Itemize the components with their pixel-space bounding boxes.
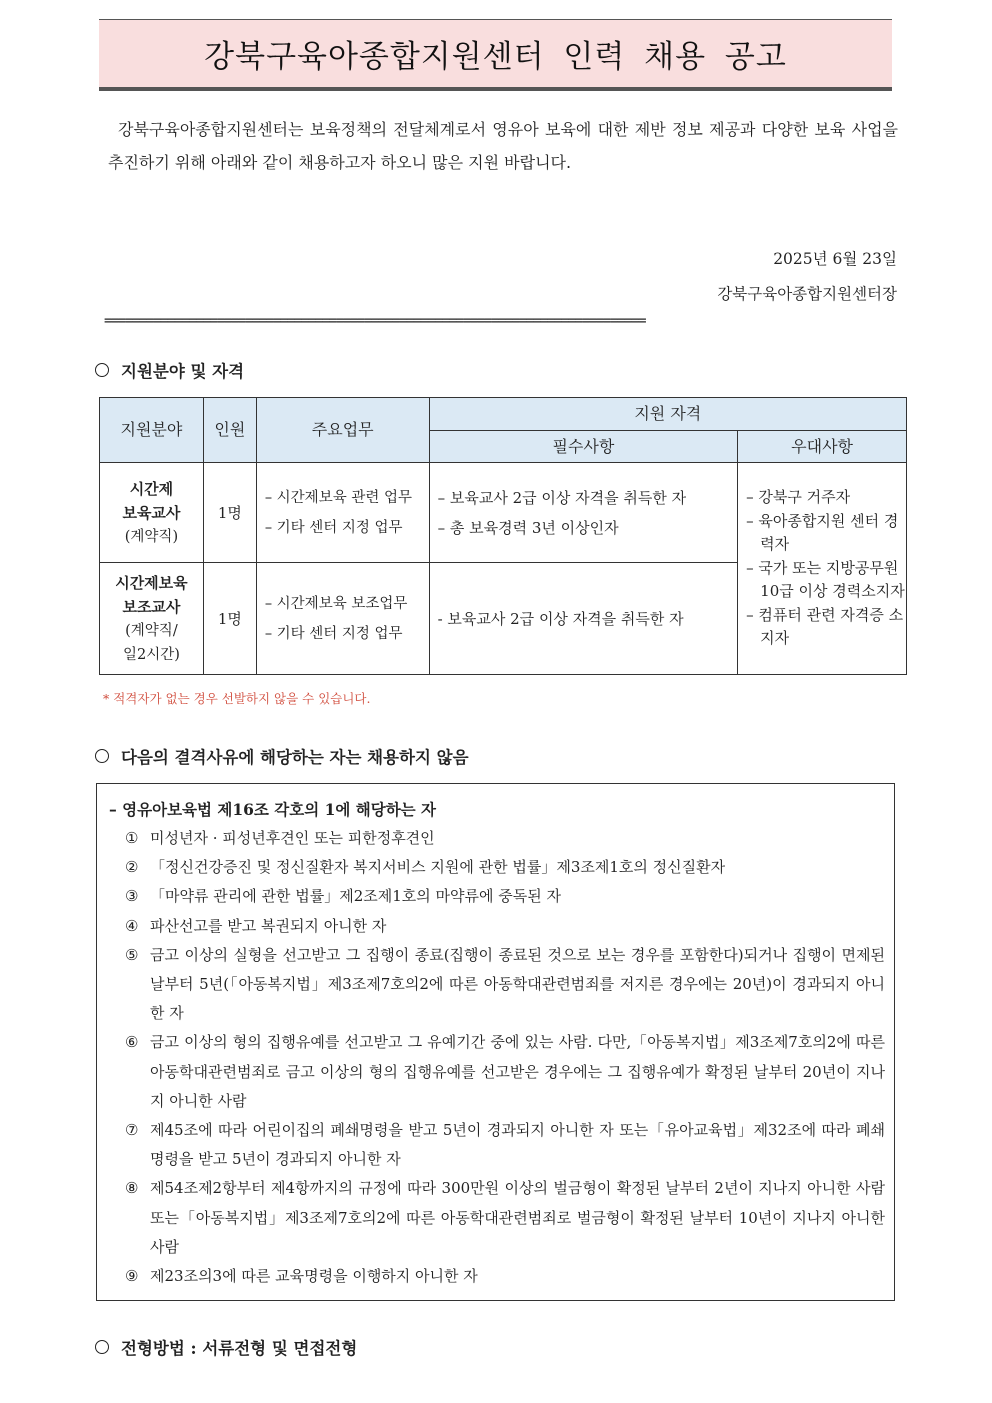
list-item [125, 1262, 885, 1291]
required-item: – 총 보육경력 3년 이상인자 [437, 518, 619, 537]
required-cell [429, 563, 738, 675]
list-item [125, 941, 885, 1029]
header-required: 필수사항 [429, 431, 738, 463]
list-item [125, 912, 885, 941]
list-item [125, 824, 885, 853]
item-text: 제23조의3에 따른 교육명령을 이행하지 아니한 자 [150, 1267, 478, 1286]
count-cell: 1명 [203, 463, 256, 563]
field-name-line: 보육교사 [122, 503, 181, 522]
header-count: 인원 [203, 398, 256, 463]
org-signature: 강북구육아종합지원센터장 [717, 285, 897, 303]
section-heading-disqualifications [95, 744, 469, 768]
field-sub: (계약직) [124, 528, 179, 545]
disqualification-list [125, 824, 885, 1291]
box-heading: – 영유아보육법 제16조 각호의 1에 해당하는 자 [109, 800, 437, 819]
section-heading-text: 지원분야 및 자격 [121, 362, 245, 381]
preferred-item: – 강북구 거주자 [746, 488, 851, 507]
item-number: ④ [125, 916, 139, 935]
item-number: ② [125, 858, 139, 877]
section-heading-text: 다음의 결격사유에 해당하는 자는 채용하지 않음 [121, 748, 469, 767]
duty-item: – 기타 센터 지정 업무 [264, 625, 403, 642]
announcement-date: 2025년 6월 23일 [773, 250, 897, 268]
required-item: – 보육교사 2급 이상 자격을 취득한 자 [437, 488, 687, 507]
item-text: 제54조제2항부터 제4항까지의 규정에 따라 300만원 이상의 벌금형이 확정된 날부터 2년이 지나지 아니한 사람 또는「아동복지법」제3조제7호의2에 따른 아동학대관련범죄로 벌금형이 확정된 날부터 10년이 지나지 아니한 사람 [150, 1179, 885, 1256]
required-item: - 보육교사 2급 이상 자격을 취득한 자 [437, 609, 684, 628]
title-banner [99, 19, 892, 91]
header-qualification: 지원 자격 [429, 398, 906, 431]
field-name-line: 시간제 [129, 479, 174, 498]
header-preferred: 우대사항 [738, 431, 907, 463]
table-row [100, 463, 907, 563]
item-text: 「정신건강증진 및 정신질환자 복지서비스 지원에 관한 법률」제3조제1호의 정신질환자 [150, 858, 726, 877]
list-item [125, 882, 885, 911]
preferred-item: – 육아종합지원 센터 경력자 [746, 511, 899, 554]
list-item [125, 1174, 885, 1262]
duty-item: – 시간제보육 관련 업무 [264, 489, 412, 506]
duty-cell [256, 563, 429, 675]
list-item [125, 853, 885, 882]
count-cell: 1명 [203, 563, 256, 675]
section-heading-selection [95, 1335, 357, 1359]
field-name-line: 시간제보육 [115, 573, 188, 592]
circle-bullet-icon [95, 1340, 109, 1354]
header-duty: 주요업무 [256, 398, 429, 463]
item-number: ⑦ [125, 1121, 139, 1140]
duty-item: – 기타 센터 지정 업무 [264, 519, 403, 536]
preferred-item: – 컴퓨터 관련 자격증 소지자 [746, 605, 904, 648]
circle-bullet-icon [95, 363, 109, 377]
page-title: 강북구육아종합지원센터 인력 채용 공고 [204, 39, 787, 75]
preferred-item: – 국가 또는 지방공무원 10급 이상 경력소지자 [746, 558, 905, 601]
table-note: * 적격자가 없는 경우 선발하지 않을 수 있습니다. [103, 691, 371, 706]
item-number: ① [125, 829, 139, 847]
qualification-table [99, 397, 907, 675]
item-text: 금고 이상의 실형을 선고받고 그 집행이 종료(집행이 종료된 것으로 보는 경우를 포함한다)되거나 집행이 면제된 날부터 5년(「아동복지법」제3조제7호의2에 따른 아동학대관련범죄를 저지른 경우에는 20년)이 경과되지 아니한 자 [150, 945, 885, 1023]
divider-line: ============================================================================= [104, 313, 646, 329]
circle-bullet-icon [95, 749, 109, 763]
field-sub: (계약직/ [125, 622, 178, 639]
item-number: ⑤ [125, 945, 139, 964]
item-number: ⑨ [125, 1267, 139, 1286]
section-heading-qualifications [95, 358, 244, 382]
duty-cell [256, 463, 429, 563]
field-cell [100, 563, 204, 675]
item-text: 금고 이상의 형의 집행유예를 선고받고 그 유예기간 중에 있는 사람. 다만,「아동복지법」제3조제7호의2에 따른 아동학대관련범죄로 금고 이상의 형의 집행유예를 선고받은 경우에는 그 집행유예가 확정된 날부터 20년이 지나지 아니한 사람 [150, 1033, 885, 1110]
field-cell [100, 463, 204, 563]
item-text: 파산선고를 받고 복권되지 아니한 자 [150, 916, 387, 935]
intro-paragraph: 강북구육아종합지원센터는 보육정책의 전달체계로서 영유아 보육에 대한 제반 정보 제공과 다양한 보육 사업을 추진하기 위해 아래와 같이 채용하고자 하오니 많은 지원 바랍니다. [108, 120, 898, 172]
field-name-line: 보조교사 [122, 597, 181, 616]
item-number: ③ [125, 887, 139, 906]
item-number: ⑧ [125, 1179, 139, 1198]
duty-item: – 시간제보육 보조업무 [264, 595, 408, 612]
header-field: 지원분야 [100, 398, 204, 463]
section-heading-text: 전형방법 : 서류전형 및 면접전형 [121, 1339, 358, 1358]
item-text: 미성년자 · 피성년후견인 또는 피한정후견인 [150, 829, 435, 847]
item-text: 「마약류 관리에 관한 법률」제2조제1호의 마약류에 중독된 자 [150, 887, 561, 906]
preferred-cell [738, 463, 907, 675]
item-text: 제45조에 따라 어린이집의 폐쇄명령을 받고 5년이 경과되지 아니한 자 또는「유아교육법」제32조에 따라 폐쇄명령을 받고 5년이 경과되지 아니한 자 [150, 1121, 885, 1169]
list-item [125, 1116, 885, 1174]
disqualification-box [96, 783, 895, 1301]
list-item [125, 1028, 885, 1116]
item-number: ⑥ [125, 1033, 139, 1052]
field-sub: 일2시간) [122, 646, 180, 663]
required-cell [429, 463, 738, 563]
